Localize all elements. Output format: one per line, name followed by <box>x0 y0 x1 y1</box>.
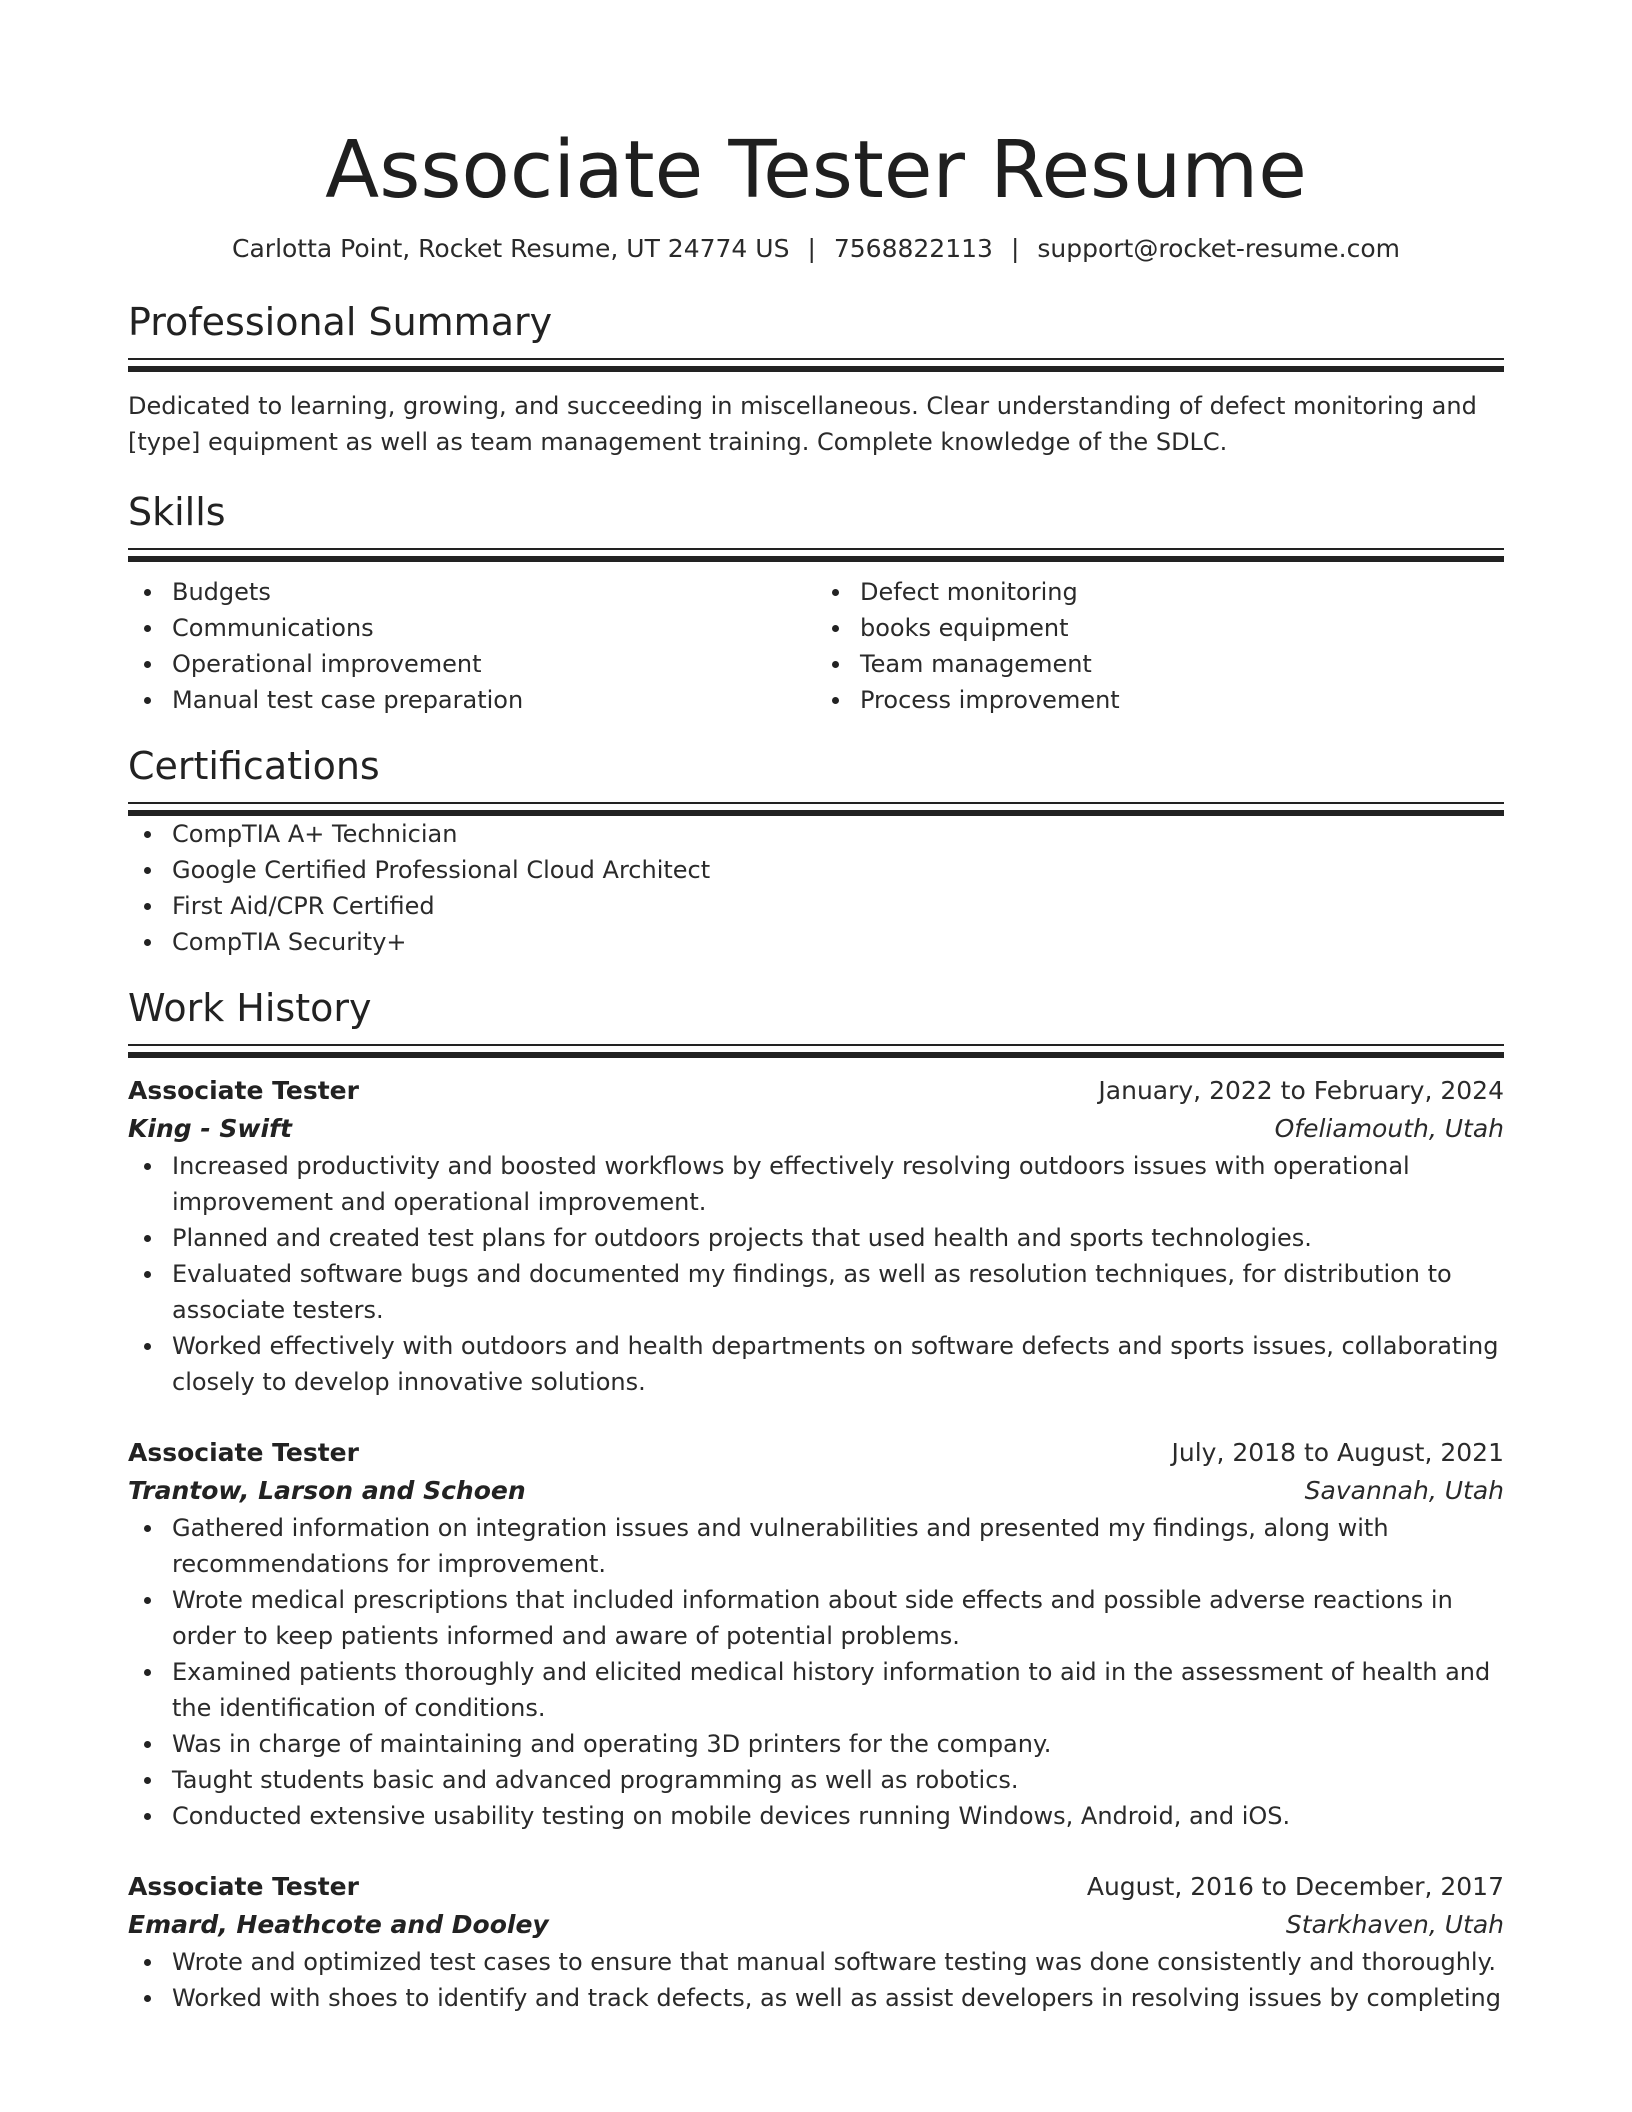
job-company: King - Swift <box>128 1114 292 1143</box>
job-duty: Gathered information on integration issues and vulnerabilities and presented my findings, along with recommendations for improvement. <box>128 1510 1504 1582</box>
contact-separator: | <box>1010 234 1020 263</box>
job-dates: August, 2016 to December, 2017 <box>1086 1872 1504 1901</box>
job-duty: Evaluated software bugs and documented my findings, as well as resolution techniques, for distribution to associate testers. <box>128 1256 1504 1328</box>
job-header <box>128 1868 1504 1906</box>
section-divider <box>128 1044 1504 1058</box>
job-entry <box>128 1072 1504 1400</box>
job-dates: January, 2022 to February, 2024 <box>1098 1076 1504 1105</box>
job-title: Associate Tester <box>128 1438 359 1467</box>
job-duty: Wrote medical prescriptions that included information about side effects and possible adverse reactions in order to keep patients informed and aware of potential problems. <box>128 1582 1504 1654</box>
section-divider <box>128 802 1504 816</box>
summary-heading: Professional Summary <box>128 300 553 344</box>
certification-item: First Aid/CPR Certified <box>128 888 1504 924</box>
job-header <box>128 1072 1504 1110</box>
skill-item: Manual test case preparation <box>128 682 816 718</box>
certifications-list <box>128 816 1504 960</box>
job-company: Emard, Heathcote and Dooley <box>128 1910 549 1939</box>
certifications-heading: Certifications <box>128 744 380 788</box>
job-duty: Examined patients thoroughly and elicited medical history information to aid in the assessment of health and the identification of conditions. <box>128 1654 1504 1726</box>
job-title: Associate Tester <box>128 1076 359 1105</box>
job-subheader <box>128 1110 1504 1148</box>
job-duty: Worked effectively with outdoors and health departments on software defects and sports issues, collaborating closely to develop innovative solutions. <box>128 1328 1504 1400</box>
job-entry <box>128 1434 1504 1834</box>
skills-column-left <box>128 574 816 718</box>
job-title: Associate Tester <box>128 1872 359 1901</box>
skill-item: Budgets <box>128 574 816 610</box>
skill-item: Operational improvement <box>128 646 816 682</box>
job-location: Starkhaven, Utah <box>1285 1910 1504 1939</box>
work-history-section <box>128 984 1504 2016</box>
section-divider <box>128 358 1504 372</box>
contact-phone: 7568822113 <box>833 234 993 263</box>
job-duty: Wrote and optimized test cases to ensure that manual software testing was done consistently and thoroughly. <box>128 1944 1504 1980</box>
job-company: Trantow, Larson and Schoen <box>128 1476 526 1505</box>
job-duty: Taught students basic and advanced programming as well as robotics. <box>128 1762 1504 1798</box>
skill-item: Defect monitoring <box>816 574 1504 610</box>
skills-section <box>128 488 1504 718</box>
job-location: Ofeliamouth, Utah <box>1274 1114 1504 1143</box>
skills-column-right <box>816 574 1504 718</box>
contact-line <box>128 232 1504 266</box>
skill-item: Communications <box>128 610 816 646</box>
contact-separator: | <box>807 234 816 263</box>
certification-item: CompTIA Security+ <box>128 924 1504 960</box>
section-divider <box>128 548 1504 562</box>
job-duty: Conducted extensive usability testing on mobile devices running Windows, Android, and iOS. <box>128 1798 1504 1834</box>
job-subheader <box>128 1906 1504 1944</box>
skills-grid <box>128 574 1504 718</box>
resume-page <box>128 0 1504 2016</box>
contact-address: Carlotta Point, Rocket Resume, UT 24774 US <box>232 234 790 263</box>
job-duties <box>128 1944 1504 2016</box>
job-duty: Increased productivity and boosted workflows by effectively resolving outdoors issues with operational improvement and operational improvement. <box>128 1148 1504 1220</box>
job-duties <box>128 1148 1504 1400</box>
skill-item: Process improvement <box>816 682 1504 718</box>
resume-title: Associate Tester Resume <box>325 124 1307 216</box>
contact-email: support@rocket-resume.com <box>1037 234 1400 263</box>
summary-text: Dedicated to learning, growing, and succeeding in miscellaneous. Clear understanding of defect monitoring and [type] equipment as well as team management training. Complete knowledge of the SDLC. <box>128 392 1477 456</box>
skills-heading: Skills <box>128 490 226 534</box>
certifications-section <box>128 742 1504 960</box>
job-location: Savannah, Utah <box>1304 1476 1504 1505</box>
summary-section <box>128 298 1504 460</box>
job-dates: July, 2018 to August, 2021 <box>1171 1438 1504 1467</box>
certification-item: Google Certified Professional Cloud Architect <box>128 852 1504 888</box>
job-header <box>128 1434 1504 1472</box>
job-entry <box>128 1868 1504 2016</box>
job-duties <box>128 1510 1504 1834</box>
certification-item: CompTIA A+ Technician <box>128 816 1504 852</box>
skill-item: books equipment <box>816 610 1504 646</box>
job-duty: Planned and created test plans for outdoors projects that used health and sports technologies. <box>128 1220 1504 1256</box>
job-duty: Worked with shoes to identify and track defects, as well as assist developers in resolving issues by completing <box>128 1980 1504 2016</box>
work-history-heading: Work History <box>128 986 372 1030</box>
job-subheader <box>128 1472 1504 1510</box>
skill-item: Team management <box>816 646 1504 682</box>
job-duty: Was in charge of maintaining and operating 3D printers for the company. <box>128 1726 1504 1762</box>
